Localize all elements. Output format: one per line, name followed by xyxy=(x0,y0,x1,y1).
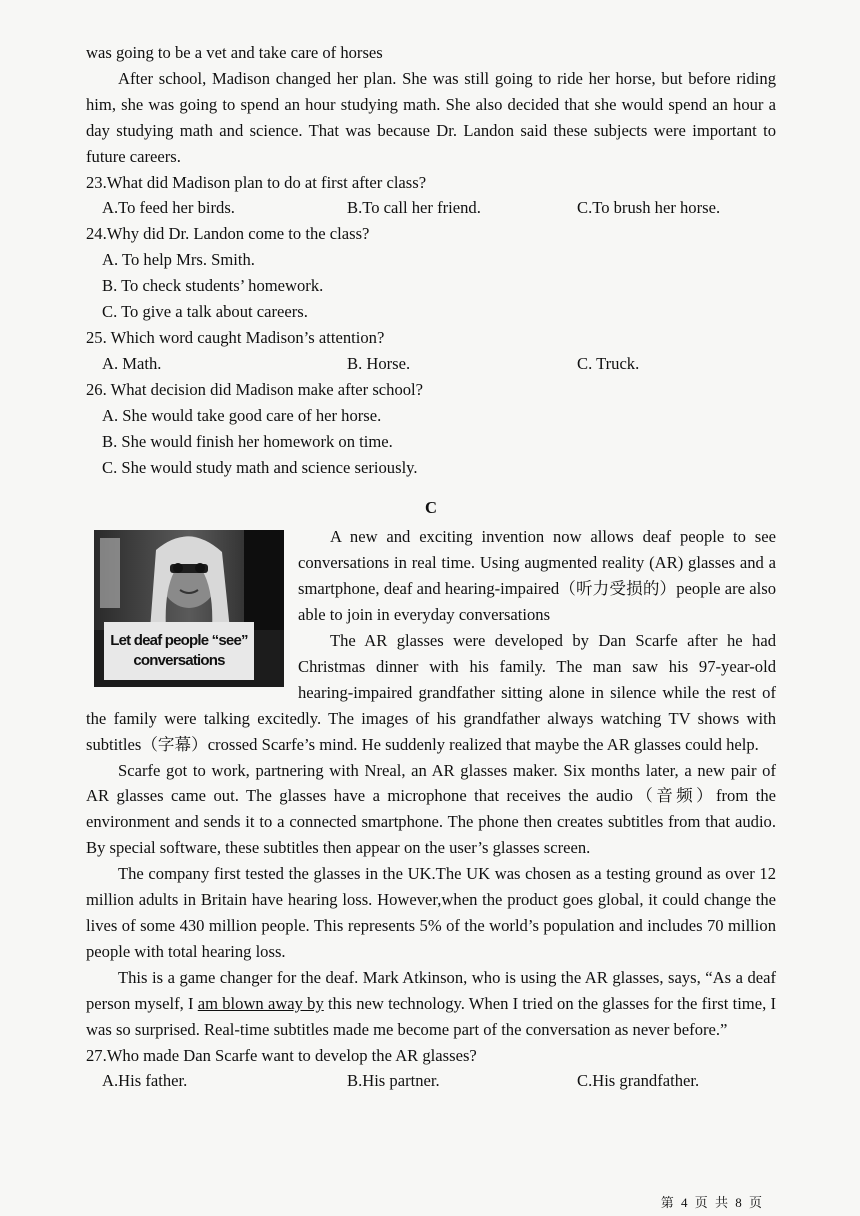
text-run: This is a game changer for the deaf. Mark Atkinson, who is using the AR glasses, says, “As a deaf person myself, I xyxy=(86,967,776,1013)
option-a: A.To feed her birds. xyxy=(102,198,235,218)
question-25 xyxy=(86,325,776,377)
caption-line-2: conversations xyxy=(133,652,225,670)
option-a: A. She would take good care of her horse. xyxy=(102,405,382,425)
option-c: C.His grandfather. xyxy=(577,1071,700,1091)
question-27 xyxy=(86,1043,776,1095)
passage-paragraph: The company first tested the glasses in the UK.The UK was chosen as a testing ground as over 12 million adults in Britain have hearing loss. However,when the product goes global, it could change the lives of some 430 million people. This represents 5% of the world’s population and includes 70 million people with total hearing loss. xyxy=(86,864,776,961)
options-row xyxy=(86,195,776,221)
question-text: 24.Why did Dr. Landon come to the class? xyxy=(86,224,370,244)
option-a: A.His father. xyxy=(102,1071,188,1091)
option-b: B. She would finish her homework on time. xyxy=(102,431,393,451)
question-24 xyxy=(86,221,776,325)
caption-line-1: Let deaf people “see” xyxy=(110,632,248,650)
text-run: this new technology. When I tried on the glasses for the first time, I was so surprised. Real-time subtitles made me become part of the conversation as never before.” xyxy=(86,993,776,1039)
option-a: A. Math. xyxy=(102,353,162,373)
passage-paragraph: A new and exciting invention now allows deaf people to see conversations in real time. Using augmented reality (AR) glasses and a smartphone, deaf and hearing-impaired（听力受损的）people are also able to join in everyday conversations xyxy=(298,527,776,625)
page-number: 第 4 页 共 8 页 xyxy=(660,1195,764,1211)
question-text: 25. Which word caught Madison’s attention? xyxy=(86,327,385,347)
passage-paragraph: After school, Madison changed her plan. She was still going to ride her horse, but before riding him, she was going to spend an hour studying math. She also decided that she would spend an hour a day studying math and science. That was because Dr. Landon said these subjects were important to future careers. xyxy=(86,68,776,166)
passage-paragraph: The AR glasses were developed by Dan Scarfe after he had Christmas dinner with his family. The man saw his 97-year-old hearing-impaired grandfather sitting alone in silence while the rest of the family were talking excitedly. The images of his grandfather always watching TV shows with subtitles（字幕）crossed Scarfe’s mind. He suddenly realized that maybe the AR glasses could help. xyxy=(86,631,776,754)
section-title: C xyxy=(425,498,437,518)
question-26 xyxy=(86,377,776,481)
option-c: C.To brush her horse. xyxy=(577,198,721,218)
image-caption xyxy=(104,622,254,680)
question-text: 26. What decision did Madison make after school? xyxy=(86,379,424,399)
option-b: B.His partner. xyxy=(347,1071,440,1091)
passage-paragraph xyxy=(86,965,776,1043)
article-image xyxy=(94,530,284,687)
option-c: C. Truck. xyxy=(577,353,640,373)
option-c: C. To give a talk about careers. xyxy=(102,302,308,322)
option-b: B. Horse. xyxy=(347,353,411,373)
options-row xyxy=(86,1068,776,1094)
option-a: A. To help Mrs. Smith. xyxy=(102,250,255,270)
passage-paragraph: Scarfe got to work, partnering with Nreal, an AR glasses maker. Six months later, a new pair of AR glasses came out. The glasses have a microphone that receives the audio（音频）from the environment and sends it to a connected smartphone. The phone then creates subtitles from that audio. By special software, these subtitles then appear on the user’s glasses screen. xyxy=(86,760,776,858)
passage-line: was going to be a vet and take care of horses xyxy=(86,43,383,62)
option-b: B. To check students’ homework. xyxy=(102,276,324,296)
question-text: 23.What did Madison plan to do at first after class? xyxy=(86,172,427,192)
option-b: B.To call her friend. xyxy=(347,198,481,218)
woman-photo-image xyxy=(94,530,284,630)
question-text: 27.Who made Dan Scarfe want to develop the AR glasses? xyxy=(86,1045,477,1065)
option-c: C. She would study math and science seriously. xyxy=(102,457,418,477)
underlined-phrase: am blown away by xyxy=(197,993,324,1013)
options-row xyxy=(86,351,776,377)
question-23 xyxy=(86,170,776,222)
